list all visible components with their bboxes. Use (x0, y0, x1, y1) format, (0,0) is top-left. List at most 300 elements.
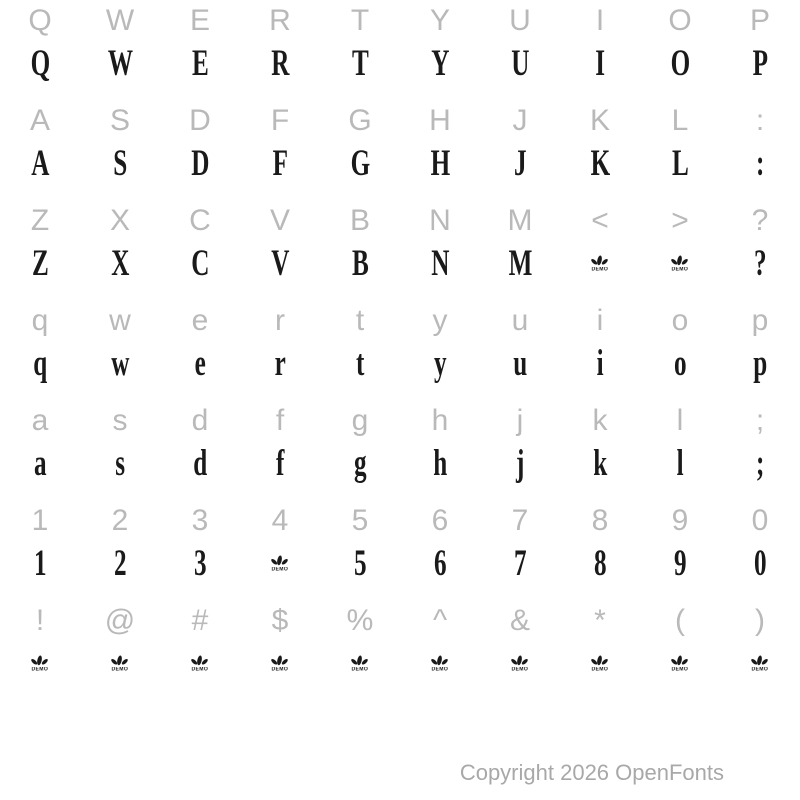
char-glyph: X (109, 204, 130, 237)
char-cell (160, 6, 240, 36)
char-glyph: G (348, 104, 372, 137)
demo-glyph-label: DEMO (351, 666, 369, 672)
demo-char-row (0, 342, 800, 384)
char-cell (720, 406, 800, 436)
char-glyph: $ (271, 604, 289, 637)
demo-fleuron-icon (671, 254, 688, 266)
char-cell (400, 142, 480, 184)
char-cell (0, 406, 80, 436)
char-cell (720, 442, 800, 484)
demo-fleuron-icon (751, 654, 768, 666)
char-glyph: F (270, 104, 290, 137)
demo-fleuron-icon (111, 654, 128, 666)
demo-placeholder-glyph (110, 654, 130, 673)
char-glyph: B (351, 242, 369, 284)
char-glyph: > (671, 204, 689, 237)
demo-placeholder-glyph (750, 654, 770, 673)
char-glyph: i (596, 304, 604, 337)
char-glyph: O (668, 4, 692, 37)
demo-placeholder-glyph (670, 654, 690, 673)
demo-char-row (0, 142, 800, 184)
char-glyph: d (191, 404, 209, 437)
demo-placeholder-glyph (670, 254, 690, 273)
character-pair-band (0, 0, 800, 100)
char-cell (0, 42, 80, 84)
char-glyph: ; (755, 442, 765, 484)
char-cell (400, 542, 480, 584)
demo-fleuron-icon (191, 654, 208, 666)
char-glyph: ; (755, 404, 765, 437)
demo-glyph-label: DEMO (511, 666, 529, 672)
char-cell (0, 242, 80, 284)
char-glyph: 7 (513, 542, 527, 584)
char-cell (480, 306, 560, 336)
char-cell (720, 142, 800, 184)
char-glyph: y (432, 304, 448, 337)
char-glyph: Z (31, 242, 49, 284)
demo-glyph-label: DEMO (31, 666, 49, 672)
char-cell (560, 506, 640, 536)
char-glyph: l (676, 404, 684, 437)
reference-char-row (0, 100, 800, 142)
char-cell (640, 42, 720, 84)
char-glyph: T (350, 4, 370, 37)
char-cell (240, 242, 320, 284)
reference-char-row (0, 400, 800, 442)
char-glyph: q (32, 342, 47, 384)
char-glyph: e (191, 304, 209, 337)
char-cell (400, 242, 480, 284)
char-cell (320, 106, 400, 136)
char-cell (560, 342, 640, 384)
char-cell (720, 206, 800, 236)
char-cell (640, 142, 720, 184)
demo-glyph-label: DEMO (671, 666, 689, 672)
char-cell (160, 142, 240, 184)
char-glyph: H (430, 142, 450, 184)
demo-glyph-label: DEMO (591, 666, 609, 672)
char-glyph: w (109, 304, 131, 337)
char-glyph: t (355, 342, 365, 384)
char-cell (720, 42, 800, 84)
char-glyph: y (433, 342, 447, 384)
char-cell (480, 142, 560, 184)
char-glyph: 0 (753, 542, 767, 584)
demo-placeholder-glyph (350, 654, 370, 673)
char-cell (560, 42, 640, 84)
demo-char-row (0, 442, 800, 484)
demo-fleuron-icon (511, 654, 528, 666)
char-cell (80, 142, 160, 184)
char-cell (0, 142, 80, 184)
char-glyph: N (429, 204, 451, 237)
char-cell (0, 306, 80, 336)
char-glyph: M (507, 204, 533, 237)
demo-fleuron-icon (271, 554, 288, 566)
char-glyph: i (596, 342, 604, 384)
char-cell (480, 206, 560, 236)
char-glyph: T (351, 42, 369, 84)
char-glyph: l (676, 442, 684, 484)
char-cell (160, 206, 240, 236)
char-glyph: W (107, 42, 133, 84)
char-glyph: E (189, 4, 210, 37)
char-glyph: 2 (111, 504, 129, 537)
char-glyph: h (432, 442, 447, 484)
char-glyph: 3 (193, 542, 207, 584)
char-cell (0, 654, 80, 673)
char-cell (80, 606, 160, 636)
char-cell (560, 142, 640, 184)
char-glyph: P (749, 4, 770, 37)
char-cell (640, 106, 720, 136)
char-glyph: a (31, 404, 49, 437)
char-cell (240, 554, 320, 573)
char-glyph: 0 (751, 504, 769, 537)
char-cell (640, 606, 720, 636)
char-glyph: q (31, 304, 49, 337)
char-glyph: * (594, 604, 606, 637)
char-glyph: A (30, 142, 50, 184)
char-cell (400, 6, 480, 36)
character-pair-band (0, 400, 800, 500)
char-glyph: 5 (351, 504, 369, 537)
char-cell (160, 442, 240, 484)
character-pair-band (0, 500, 800, 600)
char-cell (80, 106, 160, 136)
char-glyph: 1 (33, 542, 47, 584)
char-cell (240, 142, 320, 184)
char-glyph: 1 (31, 504, 49, 537)
char-cell (720, 606, 800, 636)
char-cell (80, 306, 160, 336)
char-glyph: 6 (433, 542, 447, 584)
demo-glyph-label: DEMO (671, 266, 689, 272)
char-glyph: ! (35, 604, 45, 637)
char-glyph: 8 (591, 504, 609, 537)
char-cell (720, 654, 800, 673)
char-cell (720, 542, 800, 584)
reference-char-row (0, 500, 800, 542)
char-glyph: t (355, 304, 365, 337)
demo-placeholder-glyph (30, 654, 50, 673)
demo-placeholder-glyph (430, 654, 450, 673)
char-cell (720, 342, 800, 384)
char-cell (160, 506, 240, 536)
char-glyph: S (109, 104, 130, 137)
char-cell (640, 306, 720, 336)
char-cell (640, 442, 720, 484)
char-glyph: w (110, 342, 130, 384)
char-cell (0, 6, 80, 36)
char-cell (80, 442, 160, 484)
char-cell (560, 106, 640, 136)
char-cell (400, 406, 480, 436)
char-cell (480, 654, 560, 673)
copyright-text: Copyright 2026 OpenFonts (459, 760, 724, 785)
char-cell (0, 606, 80, 636)
demo-fleuron-icon (591, 254, 608, 266)
demo-placeholder-glyph (190, 654, 210, 673)
char-cell (400, 506, 480, 536)
char-glyph: Z (30, 204, 50, 237)
demo-fleuron-icon (431, 654, 448, 666)
char-cell (240, 442, 320, 484)
char-cell (80, 206, 160, 236)
char-glyph: ? (753, 242, 767, 284)
char-glyph: e (194, 342, 206, 384)
char-glyph: 9 (671, 504, 689, 537)
demo-glyph-label: DEMO (271, 666, 289, 672)
char-glyph: ) (755, 604, 765, 637)
demo-placeholder-glyph (270, 554, 290, 573)
demo-placeholder-glyph (590, 654, 610, 673)
char-cell (320, 142, 400, 184)
demo-fleuron-icon (671, 654, 688, 666)
char-glyph: h (431, 404, 449, 437)
char-glyph: N (430, 242, 450, 284)
char-glyph: U (510, 42, 530, 84)
char-cell (480, 106, 560, 136)
char-glyph: < (591, 204, 609, 237)
char-glyph: L (671, 104, 689, 137)
char-glyph: g (351, 404, 369, 437)
reference-char-row (0, 200, 800, 242)
char-cell (560, 606, 640, 636)
char-glyph: D (190, 142, 210, 184)
char-glyph: D (189, 104, 211, 137)
demo-glyph-label: DEMO (431, 666, 449, 672)
char-cell (400, 442, 480, 484)
demo-placeholder-glyph (510, 654, 530, 673)
char-glyph: & (509, 604, 530, 637)
char-cell (0, 206, 80, 236)
char-glyph: k (592, 442, 607, 484)
char-cell (640, 654, 720, 673)
char-glyph: % (346, 604, 374, 637)
char-cell (240, 406, 320, 436)
char-cell (80, 6, 160, 36)
char-cell (320, 6, 400, 36)
char-glyph: M (508, 242, 532, 284)
char-glyph: I (595, 42, 605, 84)
char-glyph: Q (30, 42, 50, 84)
char-cell (480, 542, 560, 584)
demo-char-row (0, 542, 800, 584)
char-glyph: j (515, 442, 525, 484)
char-glyph: W (105, 4, 135, 37)
char-glyph: : (755, 104, 765, 137)
char-glyph: C (190, 242, 210, 284)
char-cell (320, 406, 400, 436)
char-glyph: R (269, 4, 291, 37)
demo-char-row (0, 42, 800, 84)
char-cell (400, 342, 480, 384)
char-glyph: f (275, 404, 285, 437)
char-glyph: g (353, 442, 367, 484)
char-glyph: V (270, 242, 290, 284)
char-glyph: E (191, 42, 209, 84)
char-glyph: 7 (511, 504, 529, 537)
char-glyph: V (269, 204, 290, 237)
char-cell (480, 342, 560, 384)
char-cell (720, 106, 800, 136)
char-cell (320, 542, 400, 584)
char-cell (400, 654, 480, 673)
char-cell (640, 342, 720, 384)
demo-char-row (0, 242, 800, 284)
char-cell (400, 42, 480, 84)
char-cell (0, 506, 80, 536)
demo-glyph-label: DEMO (111, 666, 129, 672)
char-cell (560, 442, 640, 484)
demo-placeholder-glyph (270, 654, 290, 673)
char-glyph: 3 (191, 504, 209, 537)
char-cell (240, 342, 320, 384)
character-pair-band (0, 600, 800, 700)
char-glyph: 4 (271, 504, 289, 537)
char-cell (160, 306, 240, 336)
char-glyph: o (671, 304, 689, 337)
char-cell (560, 206, 640, 236)
char-cell (720, 6, 800, 36)
char-glyph: u (512, 342, 527, 384)
char-glyph: a (33, 442, 47, 484)
char-glyph: u (511, 304, 529, 337)
char-cell (0, 542, 80, 584)
char-glyph: 8 (593, 542, 607, 584)
char-glyph: Q (28, 4, 52, 37)
char-glyph: O (670, 42, 690, 84)
char-cell (640, 506, 720, 536)
char-cell (720, 306, 800, 336)
char-cell (320, 242, 400, 284)
char-glyph: j (516, 404, 524, 437)
char-cell (80, 342, 160, 384)
char-cell (560, 6, 640, 36)
demo-placeholder-glyph (590, 254, 610, 273)
character-pair-band (0, 200, 800, 300)
char-cell (320, 506, 400, 536)
char-glyph: p (751, 304, 769, 337)
char-glyph: J (513, 142, 527, 184)
char-glyph: s (115, 442, 125, 484)
char-glyph: : (755, 142, 765, 184)
char-glyph: # (191, 604, 209, 637)
char-cell (480, 606, 560, 636)
char-glyph: I (595, 4, 605, 37)
char-glyph: f (275, 442, 285, 484)
char-glyph: r (275, 304, 285, 337)
char-cell (480, 42, 560, 84)
char-cell (480, 506, 560, 536)
char-glyph: Y (429, 4, 450, 37)
char-glyph: L (671, 142, 689, 184)
char-cell (400, 106, 480, 136)
demo-glyph-label: DEMO (591, 266, 609, 272)
char-cell (240, 206, 320, 236)
char-cell (80, 654, 160, 673)
char-glyph: S (112, 142, 127, 184)
reference-char-row (0, 0, 800, 42)
char-cell (320, 342, 400, 384)
char-cell (320, 206, 400, 236)
char-glyph: ? (751, 204, 769, 237)
char-glyph: B (349, 204, 370, 237)
demo-glyph-label: DEMO (751, 666, 769, 672)
char-glyph: r (274, 342, 286, 384)
char-glyph: C (189, 204, 211, 237)
char-cell (320, 442, 400, 484)
char-cell (240, 306, 320, 336)
char-cell (480, 242, 560, 284)
char-cell (240, 106, 320, 136)
char-cell (560, 306, 640, 336)
char-cell (80, 42, 160, 84)
char-cell (640, 6, 720, 36)
char-glyph: X (110, 242, 130, 284)
char-cell (160, 42, 240, 84)
char-cell (560, 254, 640, 273)
char-cell (0, 342, 80, 384)
char-cell (400, 606, 480, 636)
char-cell (80, 542, 160, 584)
char-glyph: 6 (431, 504, 449, 537)
char-cell (160, 406, 240, 436)
char-glyph: F (272, 142, 288, 184)
demo-fleuron-icon (31, 654, 48, 666)
char-cell (240, 606, 320, 636)
char-glyph: s (112, 404, 128, 437)
char-cell (400, 206, 480, 236)
char-cell (320, 606, 400, 636)
char-cell (240, 506, 320, 536)
char-cell (320, 42, 400, 84)
char-glyph: U (509, 4, 531, 37)
char-glyph: o (673, 342, 687, 384)
char-cell (160, 242, 240, 284)
char-glyph: k (592, 404, 608, 437)
char-cell (240, 42, 320, 84)
char-cell (160, 342, 240, 384)
char-cell (720, 506, 800, 536)
char-glyph: K (590, 142, 610, 184)
char-cell (160, 106, 240, 136)
char-cell (640, 406, 720, 436)
char-cell (640, 206, 720, 236)
char-glyph: 5 (353, 542, 367, 584)
character-pair-band (0, 100, 800, 200)
char-cell (400, 306, 480, 336)
char-cell (0, 106, 80, 136)
char-cell (240, 6, 320, 36)
char-glyph: d (192, 442, 207, 484)
demo-fleuron-icon (351, 654, 368, 666)
char-cell (160, 654, 240, 673)
char-cell (560, 406, 640, 436)
char-glyph: A (29, 104, 50, 137)
character-pair-band (0, 300, 800, 400)
char-glyph: K (589, 104, 610, 137)
char-cell (720, 242, 800, 284)
char-cell (320, 654, 400, 673)
char-glyph: ( (675, 604, 685, 637)
char-glyph: ^ (432, 604, 448, 637)
demo-glyph-label: DEMO (191, 666, 209, 672)
char-cell (560, 654, 640, 673)
char-glyph: 9 (673, 542, 687, 584)
demo-glyph-label: DEMO (271, 566, 289, 572)
